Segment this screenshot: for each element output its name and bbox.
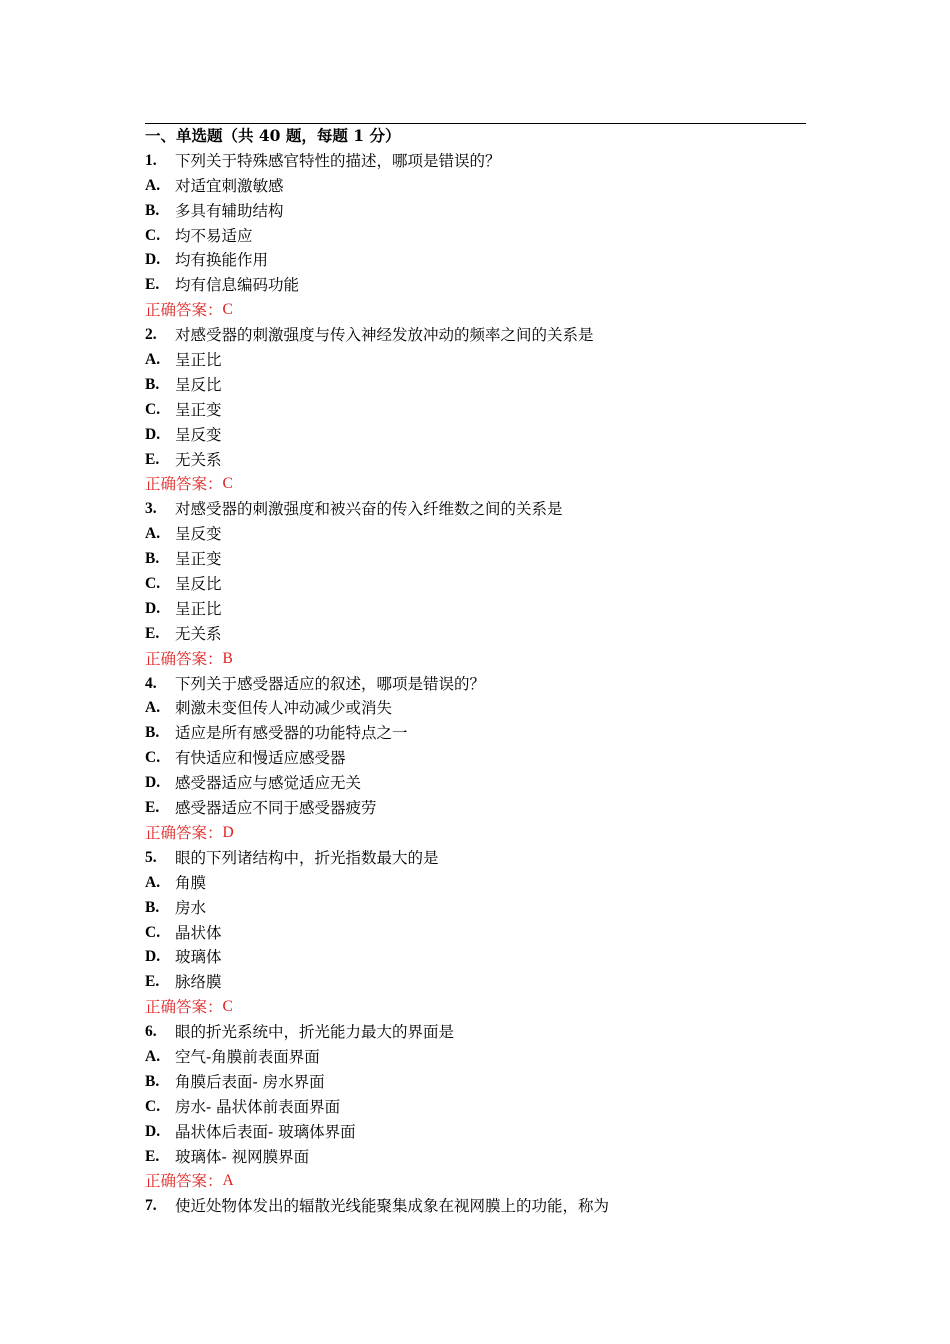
option-text: 有快适应和慢适应感受器 xyxy=(175,749,346,768)
option-text: 均有换能作用 xyxy=(175,251,269,270)
option-item xyxy=(145,871,806,896)
option-letter: B. xyxy=(145,201,160,219)
option-item xyxy=(145,1145,806,1170)
question-4 xyxy=(145,672,806,697)
option-item xyxy=(145,1070,806,1095)
option-letter: A. xyxy=(145,873,161,891)
option-item xyxy=(145,771,806,796)
question-number: 7. xyxy=(145,1197,157,1215)
option-letter: B. xyxy=(145,375,160,393)
answer-label: 正确答案： xyxy=(145,1172,223,1191)
option-letter: E. xyxy=(145,973,160,991)
answer-label: 正确答案： xyxy=(145,301,223,320)
question-5 xyxy=(145,846,806,871)
question-number: 5. xyxy=(145,848,157,866)
option-text: 刺激未变但传人冲动减少或消失 xyxy=(175,699,393,718)
option-letter: D. xyxy=(145,774,161,792)
option-item xyxy=(145,896,806,921)
option-item xyxy=(145,1095,806,1120)
question-number: 6. xyxy=(145,1023,157,1041)
option-item xyxy=(145,348,806,373)
option-text: 呈反变 xyxy=(175,525,222,544)
option-text: 角膜后表面- 房水界面 xyxy=(175,1072,325,1091)
correct-answer xyxy=(145,821,806,846)
option-letter: B. xyxy=(145,724,160,742)
question-text: 下列关于特殊感官特性的描述，哪项是错误的？ xyxy=(175,151,501,170)
option-letter: A. xyxy=(145,351,161,369)
option-letter: D. xyxy=(145,425,161,443)
option-letter: C. xyxy=(145,400,161,418)
option-item xyxy=(145,796,806,821)
option-letter: C. xyxy=(145,1097,161,1115)
answer-label: 正确答案： xyxy=(145,823,223,842)
question-number: 1. xyxy=(145,151,157,169)
option-letter: B. xyxy=(145,1072,160,1090)
option-item xyxy=(145,174,806,199)
option-letter: D. xyxy=(145,1122,161,1140)
question-text: 眼的下列诸结构中，折光指数最大的是 xyxy=(175,848,439,867)
option-text: 呈反比 xyxy=(175,575,222,594)
option-item xyxy=(145,199,806,224)
correct-answer xyxy=(145,995,806,1020)
option-item xyxy=(145,970,806,995)
option-letter: D. xyxy=(145,599,161,617)
answer-value: C xyxy=(222,301,233,319)
option-item xyxy=(145,547,806,572)
option-text: 呈反比 xyxy=(175,375,222,394)
option-text: 房水 xyxy=(175,898,207,917)
option-text: 晶状体后表面- 玻璃体界面 xyxy=(175,1122,356,1141)
option-letter: D. xyxy=(145,251,161,269)
question-text: 对感受器的刺激强度与传入神经发放冲动的频率之间的关系是 xyxy=(175,326,594,345)
option-item xyxy=(145,746,806,771)
option-text: 均不易适应 xyxy=(175,226,253,245)
option-letter: A. xyxy=(145,699,161,717)
option-letter: E. xyxy=(145,799,160,817)
option-item xyxy=(145,1045,806,1070)
question-7 xyxy=(145,1194,806,1219)
answer-label: 正确答案： xyxy=(145,998,223,1017)
option-text: 感受器适应不同于感受器疲劳 xyxy=(175,799,377,818)
option-item xyxy=(145,945,806,970)
option-text: 无关系 xyxy=(175,450,222,469)
question-1 xyxy=(145,149,806,174)
option-text: 呈正比 xyxy=(175,599,222,618)
answer-value: D xyxy=(222,823,234,841)
correct-answer xyxy=(145,1169,806,1194)
option-item xyxy=(145,522,806,547)
option-text: 对适宜刺激敏感 xyxy=(175,176,284,195)
question-text: 使近处物体发出的辐散光线能聚集成象在视网膜上的功能，称为 xyxy=(175,1197,610,1216)
option-text: 玻璃体 xyxy=(175,948,222,967)
option-item xyxy=(145,696,806,721)
question-text: 眼的折光系统中，折光能力最大的界面是 xyxy=(175,1023,455,1042)
option-text: 呈正变 xyxy=(175,400,222,419)
option-letter: E. xyxy=(145,276,160,294)
question-3 xyxy=(145,497,806,522)
option-letter: A. xyxy=(145,1047,161,1065)
option-item xyxy=(145,572,806,597)
option-text: 均有信息编码功能 xyxy=(175,276,300,295)
question-text: 对感受器的刺激强度和被兴奋的传入纤维数之间的关系是 xyxy=(175,500,563,519)
option-text: 感受器适应与感觉适应无关 xyxy=(175,774,362,793)
question-number: 4. xyxy=(145,674,157,692)
option-text: 空气-角膜前表面界面 xyxy=(175,1047,320,1066)
option-letter: E. xyxy=(145,450,160,468)
correct-answer xyxy=(145,472,806,497)
option-item xyxy=(145,248,806,273)
correct-answer xyxy=(145,647,806,672)
option-item xyxy=(145,273,806,298)
option-text: 呈正比 xyxy=(175,351,222,370)
option-text: 无关系 xyxy=(175,624,222,643)
option-text: 晶状体 xyxy=(175,923,222,942)
option-letter: E. xyxy=(145,624,160,642)
option-item xyxy=(145,373,806,398)
correct-answer xyxy=(145,298,806,323)
option-letter: A. xyxy=(145,525,161,543)
section-title: 一、单选题（共 40 题，每题 1 分） xyxy=(145,126,401,145)
option-text: 呈正变 xyxy=(175,550,222,569)
question-6 xyxy=(145,1020,806,1045)
question-2 xyxy=(145,323,806,348)
option-text: 适应是所有感受器的功能特点之一 xyxy=(175,724,408,743)
question-text: 下列关于感受器适应的叙述，哪项是错误的？ xyxy=(175,674,486,693)
option-text: 呈反变 xyxy=(175,425,222,444)
option-item xyxy=(145,921,806,946)
option-letter: D. xyxy=(145,948,161,966)
answer-label: 正确答案： xyxy=(145,649,223,668)
answer-value: A xyxy=(222,1172,234,1190)
option-text: 房水- 晶状体前表面界面 xyxy=(175,1097,341,1116)
option-letter: C. xyxy=(145,575,161,593)
option-text: 脉络膜 xyxy=(175,973,222,992)
option-item xyxy=(145,448,806,473)
question-number: 2. xyxy=(145,326,157,344)
option-item xyxy=(145,224,806,249)
option-item xyxy=(145,721,806,746)
option-letter: B. xyxy=(145,550,160,568)
question-list xyxy=(145,124,806,1219)
option-text: 玻璃体- 视网膜界面 xyxy=(175,1147,310,1166)
option-letter: C. xyxy=(145,226,161,244)
option-letter: E. xyxy=(145,1147,160,1165)
option-letter: A. xyxy=(145,176,161,194)
option-letter: C. xyxy=(145,923,161,941)
option-text: 多具有辅助结构 xyxy=(175,201,284,220)
option-item xyxy=(145,423,806,448)
option-item xyxy=(145,398,806,423)
option-text: 角膜 xyxy=(175,873,207,892)
answer-value: C xyxy=(222,998,233,1016)
question-number: 3. xyxy=(145,500,157,518)
answer-value: C xyxy=(222,475,233,493)
answer-label: 正确答案： xyxy=(145,475,223,494)
option-item xyxy=(145,1120,806,1145)
answer-value: B xyxy=(222,649,233,667)
option-item xyxy=(145,622,806,647)
option-letter: B. xyxy=(145,898,160,916)
option-letter: C. xyxy=(145,749,161,767)
option-item xyxy=(145,597,806,622)
